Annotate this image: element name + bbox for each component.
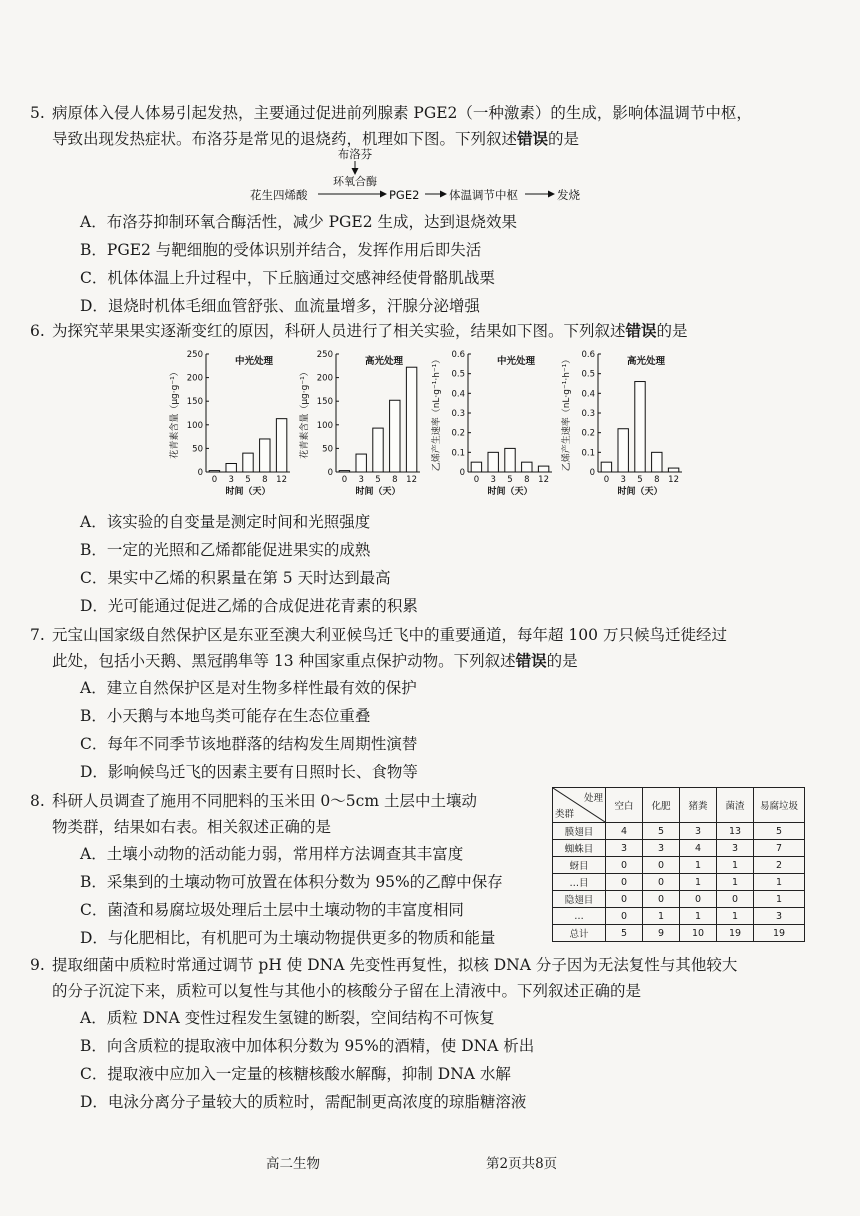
q7-option-b: B．小天鹅与本地鸟类可能存在生态位重叠 (80, 707, 371, 725)
diagram-substrate: 花生四烯酸 (250, 188, 308, 202)
table-cell: 1 (680, 857, 717, 874)
table-header: 菌渣 (717, 788, 754, 823)
q7-option-c: C．每年不同季节该地群落的结构发生周期性演替 (80, 735, 418, 753)
y-axis-label: 花青素含量（μg·g⁻¹） (170, 367, 180, 459)
diagram-result: 发烧 (557, 188, 580, 202)
table-cell: 1 (680, 908, 717, 925)
table-cell: 3 (606, 840, 643, 857)
y-tick-label: 50 (192, 444, 203, 455)
q6-keyword: 错误 (625, 321, 657, 340)
q8-stem-line2: 物类群，结果如右表。相关叙述正确的是 (52, 818, 332, 836)
table-cell: 1 (754, 891, 805, 908)
y-tick-label: 0 (197, 468, 203, 478)
table-cell: 3 (643, 840, 680, 857)
x-tick-label: 5 (245, 475, 251, 485)
table-cell: 4 (606, 823, 643, 840)
table-row (553, 857, 805, 874)
corner-top-label: 处理 (583, 793, 603, 804)
bar (652, 452, 662, 472)
diagram-product: PGE2 (389, 188, 420, 202)
q9-stem-line2: 的分子沉淀下来，质粒可以复性与其他小的核酸分子留在上清液中。下列叙述正确的是 (52, 982, 642, 1000)
x-tick-label: 3 (228, 475, 234, 485)
q9-stem-line1: 提取细菌中质粒时常通过调节 pH 使 DNA 先变性再复性，拟核 DNA 分子因为无法复性与其他较大 (52, 956, 738, 974)
bar (601, 462, 611, 472)
bar (390, 400, 400, 472)
y-tick-label: 250 (316, 350, 333, 360)
q9-option-b: B．向含质粒的提取液中加体积分数为 95%的酒精，使 DNA 析出 (80, 1037, 535, 1055)
bar (260, 439, 270, 472)
table-row (553, 874, 805, 891)
q6-option-c: C．果实中乙烯的积累量在第 5 天时达到最高 (80, 569, 391, 587)
diagram-center: 体温调节中枢 (449, 188, 518, 202)
bar (276, 419, 286, 472)
table-cell: 0 (606, 874, 643, 891)
table-cell: 9 (643, 925, 680, 942)
table-cell: 1 (717, 908, 754, 925)
q5-stem-line2: 导致出现发热症状。布洛芬是常见的退烧药，机理如下图。下列叙述 (52, 130, 518, 148)
table-cell: 1 (754, 874, 805, 891)
table-cell: 5 (643, 823, 680, 840)
diagram-inhibitor: 布洛芬 (337, 147, 373, 161)
q6-stem-end: 的是 (656, 322, 688, 340)
table-corner-cell (553, 788, 606, 823)
table-cell: 19 (717, 925, 754, 942)
y-tick-label: 50 (322, 444, 333, 455)
chart-title: 高光处理 (626, 356, 666, 367)
table-cell: 0 (643, 891, 680, 908)
q9-option-a: A．质粒 DNA 变性过程发生氢键的断裂，空间结构不可恢复 (80, 1009, 495, 1027)
table-cell: 1 (717, 857, 754, 874)
y-axis-label: 乙烯产生速率（nL·g⁻¹·h⁻¹） (562, 354, 572, 472)
table-row-label: …目 (553, 874, 606, 891)
q7-stem-end: 的是 (546, 652, 578, 670)
table-cell: 1 (680, 874, 717, 891)
table-cell: 0 (717, 891, 754, 908)
q5-option-d: D．退烧时机体毛细血管舒张、血流量增多，汗腺分泌增强 (80, 297, 480, 315)
y-tick-label: 0.4 (451, 389, 465, 400)
table-row-label: … (553, 908, 606, 925)
x-tick-label: 3 (490, 475, 496, 485)
q7-option-a: A．建立自然保护区是对生物多样性最有效的保护 (80, 679, 417, 697)
table-row-label: 隐翅目 (553, 891, 606, 908)
x-tick-label: 12 (276, 475, 288, 485)
bar (505, 448, 515, 472)
table-row-label: 膜翅目 (553, 823, 606, 840)
q9-number: 9. (30, 956, 45, 974)
bar (373, 428, 383, 472)
q8-option-d: D．与化肥相比，有机肥可为土壤动物提供更多的物质和能量 (80, 929, 496, 947)
y-tick-label: 0.2 (451, 428, 465, 439)
y-tick-label: 0.1 (451, 448, 465, 459)
soil-fauna-table (552, 787, 805, 942)
x-tick-label: 3 (358, 475, 364, 485)
bar (356, 454, 366, 472)
y-tick-label: 200 (186, 373, 203, 384)
q6-option-d: D．光可能通过促进乙烯的合成促进花青素的积累 (80, 597, 418, 615)
table-cell: 3 (717, 840, 754, 857)
y-tick-label: 0.1 (581, 448, 595, 459)
table-header: 空白 (606, 788, 643, 823)
table-row-label: 蚜目 (553, 857, 606, 874)
x-tick-label: 8 (262, 475, 268, 485)
chart-title: 高光处理 (364, 356, 404, 367)
table-cell: 0 (643, 874, 680, 891)
q6-stem-text: 为探究苹果果实逐渐变红的原因，科研人员进行了相关实验，结果如下图。下列叙述 (52, 322, 626, 340)
y-tick-label: 0.3 (451, 409, 465, 419)
q8-option-a: A．土壤小动物的活动能力弱，常用样方法调查其丰富度 (80, 845, 464, 863)
bar (226, 464, 236, 472)
table-row (553, 891, 805, 908)
x-tick-label: 0 (603, 475, 610, 485)
x-tick-label: 0 (341, 475, 348, 485)
table-row (553, 823, 805, 840)
table-cell: 13 (717, 823, 754, 840)
q5-stem-end: 的是 (548, 130, 580, 148)
x-tick-label: 12 (538, 475, 550, 485)
bar (339, 471, 349, 472)
x-tick-label: 8 (524, 475, 530, 485)
q5-keyword: 错误 (517, 129, 549, 148)
q6-option-a: A．该实验的自变量是测定时间和光照强度 (80, 513, 371, 531)
q5-mechanism-diagram (250, 144, 610, 204)
q9-stem (52, 952, 812, 1004)
y-tick-label: 100 (186, 420, 203, 431)
bar (635, 382, 645, 472)
table-cell: 4 (680, 840, 717, 857)
x-axis-label: 时间（天） (487, 487, 533, 497)
footer-subject: 高二生物 (266, 1156, 320, 1172)
table-header: 猪粪 (680, 788, 717, 823)
chart-anthocyanin-medium-light (168, 342, 296, 502)
q8-stem (52, 788, 542, 840)
bar (488, 452, 498, 472)
y-tick-label: 200 (316, 373, 333, 384)
table-row-label: 总计 (553, 925, 606, 942)
x-axis-label: 时间（天） (617, 487, 663, 497)
y-tick-label: 0.3 (581, 409, 595, 419)
table-header: 易腐垃圾 (754, 788, 805, 823)
bar (406, 367, 416, 472)
q8-number: 8. (30, 792, 45, 810)
chart-ethylene-medium-light (430, 342, 558, 502)
x-tick-label: 3 (620, 475, 626, 485)
x-tick-label: 0 (473, 475, 480, 485)
y-tick-label: 0 (459, 468, 465, 478)
table-cell: 10 (680, 925, 717, 942)
x-tick-label: 8 (392, 475, 398, 485)
bar (243, 453, 253, 472)
y-tick-label: 0 (327, 468, 333, 478)
chart-ethylene-high-light (560, 342, 688, 502)
y-tick-label: 0.6 (451, 350, 465, 360)
table-row (553, 840, 805, 857)
x-tick-label: 0 (211, 475, 218, 485)
bar (618, 429, 628, 472)
y-axis-label: 花青素含量（μg·g⁻¹） (300, 367, 310, 459)
table-cell: 1 (643, 908, 680, 925)
q9-option-c: C．提取液中应加入一定量的核糖核酸水解酶，抑制 DNA 水解 (80, 1065, 511, 1083)
q5-stem-line1: 病原体入侵人体易引起发热，主要通过促进前列腺素 PGE2（一种激素）的生成，影响体温调节中枢， (52, 104, 752, 122)
chart-anthocyanin-high-light (298, 342, 426, 502)
table-header-row (553, 788, 805, 823)
table-row (553, 925, 805, 942)
x-tick-label: 5 (637, 475, 643, 485)
x-tick-label: 5 (507, 475, 513, 485)
bar (538, 466, 548, 472)
q5-option-b: B．PGE2 与靶细胞的受体识别并结合，发挥作用后即失活 (80, 241, 482, 259)
bar (522, 462, 532, 472)
y-tick-label: 0.6 (581, 350, 595, 360)
q5-number: 5. (30, 104, 45, 122)
y-tick-label: 150 (316, 397, 333, 408)
x-axis-label: 时间（天） (225, 487, 271, 497)
chart-title: 中光处理 (234, 356, 274, 367)
x-tick-label: 12 (406, 475, 418, 485)
table-cell: 0 (606, 891, 643, 908)
q6-number: 6. (30, 322, 45, 340)
footer-page-number: 第2页共8页 (486, 1156, 558, 1172)
table-cell: 19 (754, 925, 805, 942)
y-axis-label: 乙烯产生速率（nL·g⁻¹·h⁻¹） (432, 354, 442, 472)
x-tick-label: 8 (654, 475, 660, 485)
table-cell: 5 (606, 925, 643, 942)
table-row (553, 908, 805, 925)
table-cell: 3 (680, 823, 717, 840)
bar (668, 468, 678, 472)
q9-option-d: D．电泳分离分子量较大的质粒时，需配制更高浓度的琼脂糖溶液 (80, 1093, 527, 1111)
y-tick-label: 250 (186, 350, 203, 360)
table-cell: 1 (717, 874, 754, 891)
y-tick-label: 0 (589, 468, 595, 478)
diagram-enzyme: 环氧合酶 (333, 175, 377, 188)
y-tick-label: 0.5 (451, 369, 465, 380)
q7-stem-line2: 此处，包括小天鹅、黑冠鹃隼等 13 种国家重点保护动物。下列叙述 (52, 652, 516, 670)
bar (471, 462, 481, 472)
x-tick-label: 12 (668, 475, 680, 485)
q6-stem (52, 318, 812, 344)
y-tick-label: 0.5 (581, 369, 595, 380)
corner-bottom-label: 类群 (555, 809, 575, 820)
q8-option-b: B．采集到的土壤动物可放置在体积分数为 95%的乙醇中保存 (80, 873, 503, 891)
bar (209, 471, 219, 472)
table-cell: 0 (680, 891, 717, 908)
table-cell: 0 (643, 857, 680, 874)
q8-option-c: C．菌渣和易腐垃圾处理后土层中土壤动物的丰富度相同 (80, 901, 464, 919)
table-cell: 0 (606, 908, 643, 925)
table-row-label: 蜘蛛目 (553, 840, 606, 857)
x-tick-label: 5 (375, 475, 381, 485)
q5-option-c: C．机体体温上升过程中，下丘脑通过交感神经使骨骼肌战栗 (80, 269, 495, 287)
q7-keyword: 错误 (515, 651, 547, 670)
q7-stem-line1: 元宝山国家级自然保护区是东亚至澳大利亚候鸟迁飞中的重要通道，每年超 100 万只候鸟迁徙经过 (52, 626, 727, 644)
q7-option-d: D．影响候鸟迁飞的因素主要有日照时长、食物等 (80, 763, 418, 781)
x-axis-label: 时间（天） (355, 487, 401, 497)
y-tick-label: 100 (316, 420, 333, 431)
q7-stem (52, 622, 812, 674)
y-tick-label: 150 (186, 397, 203, 408)
table-cell: 5 (754, 823, 805, 840)
q8-stem-line1: 科研人员调查了施用不同肥料的玉米田 0～5cm 土层中土壤动 (52, 792, 477, 810)
q7-number: 7. (30, 626, 45, 644)
q6-option-b: B．一定的光照和乙烯都能促进果实的成熟 (80, 541, 371, 559)
table-cell: 0 (606, 857, 643, 874)
table-cell: 2 (754, 857, 805, 874)
y-tick-label: 0.2 (581, 428, 595, 439)
table-cell: 3 (754, 908, 805, 925)
table-cell: 7 (754, 840, 805, 857)
q5-option-a: A．布洛芬抑制环氧合酶活性，减少 PGE2 生成，达到退烧效果 (80, 213, 518, 231)
chart-title: 中光处理 (496, 356, 536, 367)
y-tick-label: 0.4 (581, 389, 595, 400)
table-header: 化肥 (643, 788, 680, 823)
